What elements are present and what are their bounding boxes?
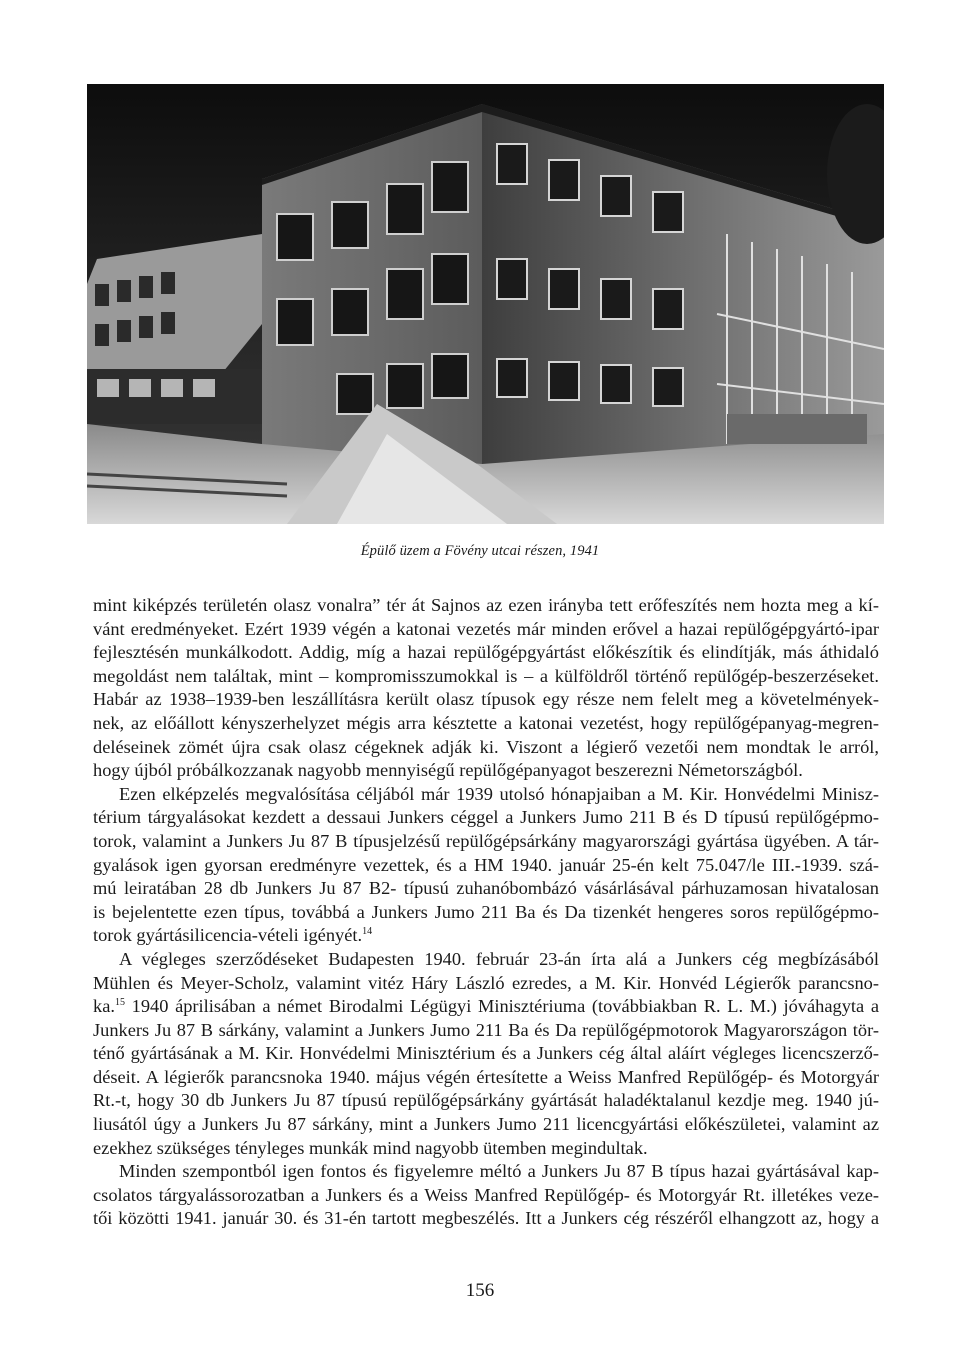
figure-caption: Épülő üzem a Fövény utcai részen, 1941	[360, 543, 600, 559]
text-line: Ezen elképzelés megvalósítása céljából már 1939 utolsó hónapjaiban a M. Kir. Honvédelmi Minisz-	[119, 783, 879, 804]
text-line: vánt eredményeket. Ezért 1939 végén a katonai vezetés már minden erővel a hazai repülőgépgyártó-ipar	[93, 618, 879, 639]
footnote-marker: 14	[362, 926, 373, 938]
text-line: is bejelentette ezen típus, továbbá a Junkers Jumo 211 Ba és Da tizenkét hengeres soros repülőgépmo-	[93, 901, 879, 922]
factory-building-photo	[87, 84, 884, 524]
text-line: Minden szempontból igen fontos és figyelemre méltó a Junkers Ju 87 B típus hazai gyártásával kap-	[119, 1161, 879, 1182]
text-line: Mühlen és Meyer-Scholz, valamint vitéz Háry László ezredes, a M. Kir. Honvéd Légierők parancsno-	[93, 972, 879, 993]
text-line	[93, 924, 879, 948]
text-line: hogy újból próbálkozzanak nagyobb mennyiségű repülőgépanyagot beszerezni Németországból.	[93, 760, 803, 781]
text-fragment: torok gyártásilicencia-vételi igényét.	[93, 925, 363, 946]
text-line: csolatos tárgyalássorozatban a Junkers és a Weiss Manfred Repülőgép- és Motorgyár Rt. illetékes veze-	[93, 1184, 879, 1205]
footnote-marker: 15	[114, 997, 125, 1009]
text-line: liusától úgy a Junkers Ju 87 sárkány, mint a Junkers Jumo 211 licencgyártási előkészületei, valamint az	[93, 1114, 879, 1135]
text-line: mint kiképzés területén olasz vonalra” tér át Sajnos az ezen irányba tett erőfeszítés nem hozta meg a kí-	[93, 595, 879, 615]
text-line: déseit. A légierők parancsnoka 1940. május végén értesítette a Weiss Manfred Repülőgép- és Motorgyár	[93, 1066, 879, 1087]
text-line: A végleges szerződéseket Budapesten 1940. február 23-án írta alá a Junkers cég megbízásából	[119, 948, 879, 969]
text-line: térium tárgyalásokat kezdett a dessaui Junkers céggel a Junkers Jumo 211 B és D típusú repülőgépmo-	[93, 807, 879, 828]
article-body	[93, 594, 879, 1231]
text-line: gyalások igen gyorsan eredményre vezettek, és a HM 1940. január 25-én kelt 75.047/le III.-1939. szá-	[93, 854, 879, 875]
text-line: fejlesztésén munkálkodott. Addig, míg a hazai repülőgépgyártást előkészítik és elindítják, más áthidaló	[93, 642, 879, 663]
text-line	[93, 995, 879, 1019]
text-fragment: ka.	[93, 996, 115, 1017]
text-line: ezekhez szükséges tényleges munkák mind nagyobb ütemben megindultak.	[93, 1137, 648, 1158]
text-line: ténő gyártásának a M. Kir. Honvédelmi Minisztérium és a Junkers cég által aláírt végleges licencszerző-	[93, 1043, 879, 1064]
text-line: megoldást nem találtak, mint – kompromisszumokkal is – a külföldről történő repülőgép-beszerzéseket.	[93, 665, 879, 686]
text-line: nek, az előállott kényszerhelyzet mégis arra késztette a katonai vezetést, hogy repülőgépanyag-megren-	[93, 712, 879, 733]
text-line: Habár az 1938–1939-ben leszállításra került olasz típusok egy része nem felelt meg a követelmények-	[93, 689, 879, 710]
page-number: 156	[465, 1280, 495, 1301]
text-line: Junkers Ju 87 B sárkány, valamint a Junkers Jumo 211 Ba és Da repülőgépmotorok Magyarországon tör-	[93, 1019, 879, 1040]
text-line: Rt.-t, hogy 30 db Junkers Ju 87 típusú repülőgépsárkány gyártását haladéktalanul kezdje meg. 1940 jú-	[93, 1090, 879, 1111]
text-fragment: 1940 áprilisában a német Birodalmi Légügyi Minisztériuma (továbbiakban R. L. M.) jóváhagyta a	[124, 996, 879, 1017]
text-line: deléseinek zömét újra csak olasz cégeknek adják ki. Viszont a légierő vezetői nem mondtak le arról,	[93, 736, 879, 757]
text-line: mú leiratában 28 db Junkers Ju 87 B2- típusú zuhanóbombázó vásárlásával párhuzamosan hivatalosan	[93, 878, 879, 899]
text-line: torok, valamint a Junkers Ju 87 B típusjelzésű repülőgépsárkány magyarországi gyártása ügyében. A tár-	[93, 830, 879, 851]
text-line: tői közötti 1941. január 30. és 31-én tartott megbeszélés. Itt a Junkers cég részéről elhangzott az, hogy a	[93, 1208, 879, 1229]
factory-building-icon	[87, 84, 884, 524]
